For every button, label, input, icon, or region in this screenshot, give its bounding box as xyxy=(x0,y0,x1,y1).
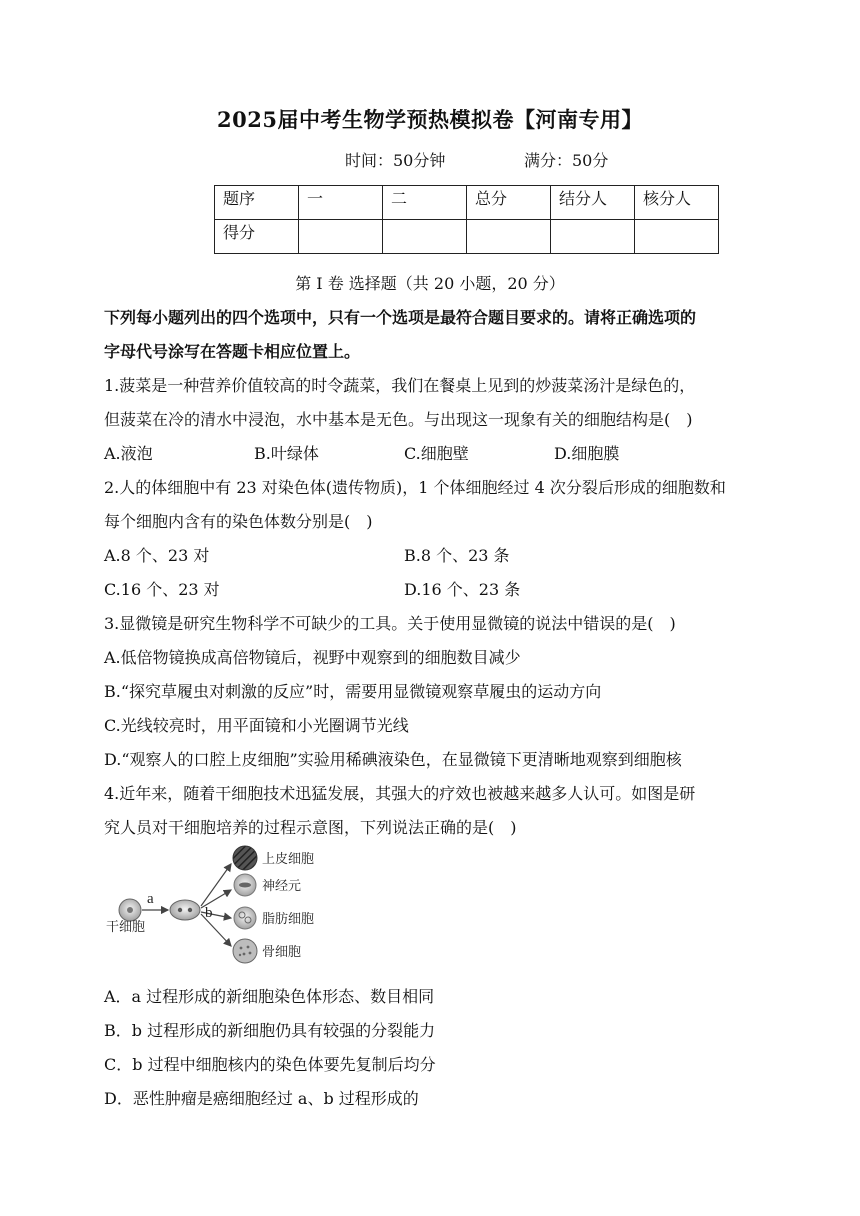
instruction-line: 下列每小题列出的四个选项中，只有一个选项是最符合题目要求的。请将正确选项的 xyxy=(104,308,697,327)
option-c[interactable]: C.光线较亮时，用平面镜和小光圈调节光线 xyxy=(104,716,409,735)
score-cell[interactable] xyxy=(467,220,551,254)
cell-label: 脂肪细胞 xyxy=(262,911,315,926)
option-b[interactable]: B.叶绿体 xyxy=(254,444,319,463)
table-row xyxy=(215,186,719,220)
question-2-line: 2.人的体细胞中有 23 对染色体(遗传物质)，1 个体细胞经过 4 次分裂后形成的细胞数和 xyxy=(104,478,726,497)
question-3-line: 3.显微镜是研究生物科学不可缺少的工具。关于使用显微镜的说法中错误的是( ) xyxy=(104,614,676,633)
question-1-line: 但菠菜在冷的清水中浸泡，水中基本是无色。与出现这一现象有关的细胞结构是( ) xyxy=(104,410,693,429)
table-cell: 题序 xyxy=(215,186,299,220)
arrow-b xyxy=(201,864,231,906)
score-cell[interactable] xyxy=(551,220,635,254)
option-a[interactable]: A.液泡 xyxy=(104,444,153,463)
instruction-line: 字母代号涂写在答题卡相应位置上。 xyxy=(104,342,361,361)
option-d[interactable]: D．恶性肿瘤是癌细胞经过 a、b 过程形成的 xyxy=(104,1089,419,1108)
full-score: 满分：50分 xyxy=(524,151,609,170)
epithelial-cell-icon xyxy=(233,846,257,870)
page-title: 2025届中考生物学预热模拟卷【河南专用】 xyxy=(217,107,643,132)
cell-label: 上皮细胞 xyxy=(262,851,315,866)
score-cell[interactable] xyxy=(635,220,719,254)
fat-cell-icon xyxy=(234,907,256,929)
bone-cell-icon xyxy=(233,939,257,963)
option-d[interactable]: D.“观察人的口腔上皮细胞”实验用稀碘液染色，在显微镜下更清晰地观察到细胞核 xyxy=(104,750,682,769)
process-b-label: b xyxy=(205,905,213,921)
question-1-line: 1.菠菜是一种营养价值较高的时令蔬菜，我们在餐桌上见到的炒菠菜汤汁是绿色的， xyxy=(104,376,696,395)
option-c[interactable]: C.16 个、23 对 xyxy=(104,580,220,599)
process-a-label: a xyxy=(147,891,154,907)
table-row xyxy=(215,220,719,254)
table-cell: 一 xyxy=(299,186,383,220)
table-cell: 得分 xyxy=(215,220,299,254)
cell-label: 神经元 xyxy=(262,878,302,893)
option-b[interactable]: B.8 个、23 条 xyxy=(404,546,510,565)
section-title: 第 I 卷 选择题（共 20 小题，20 分） xyxy=(295,274,565,293)
table-cell: 总分 xyxy=(467,186,551,220)
cell-label: 骨细胞 xyxy=(262,944,302,959)
option-a[interactable]: A.低倍物镜换成高倍物镜后，视野中观察到的细胞数目减少 xyxy=(104,648,521,667)
question-2-line: 每个细胞内含有的染色体数分别是( ) xyxy=(104,512,373,531)
question-4-line: 究人员对干细胞培养的过程示意图，下列说法正确的是( ) xyxy=(104,818,517,837)
score-table xyxy=(214,185,719,254)
option-b[interactable]: B．b 过程形成的新细胞仍具有较强的分裂能力 xyxy=(104,1021,436,1040)
question-4-line: 4.近年来，随着干细胞技术迅猛发展，其强大的疗效也被越来越多人认可。如图是研 xyxy=(104,784,696,803)
table-cell: 二 xyxy=(383,186,467,220)
table-cell: 核分人 xyxy=(635,186,719,220)
option-a[interactable]: A．a 过程形成的新细胞染色体形态、数目相同 xyxy=(104,987,435,1006)
option-c[interactable]: C．b 过程中细胞核内的染色体要先复制后均分 xyxy=(104,1055,436,1074)
score-cell[interactable] xyxy=(383,220,467,254)
option-c[interactable]: C.细胞壁 xyxy=(404,444,469,463)
option-a[interactable]: A.8 个、23 对 xyxy=(104,546,210,565)
stem-cell-label: 干细胞 xyxy=(106,919,146,934)
score-cell[interactable] xyxy=(299,220,383,254)
stem-cell-diagram xyxy=(104,838,334,976)
option-d[interactable]: D.细胞膜 xyxy=(554,444,620,463)
table-cell: 结分人 xyxy=(551,186,635,220)
exam-time: 时间：50分钟 xyxy=(345,151,446,170)
option-d[interactable]: D.16 个、23 条 xyxy=(404,580,521,599)
option-b[interactable]: B.“探究草履虫对刺激的反应”时，需要用显微镜观察草履虫的运动方向 xyxy=(104,682,602,701)
dividing-cell-icon xyxy=(170,900,200,920)
